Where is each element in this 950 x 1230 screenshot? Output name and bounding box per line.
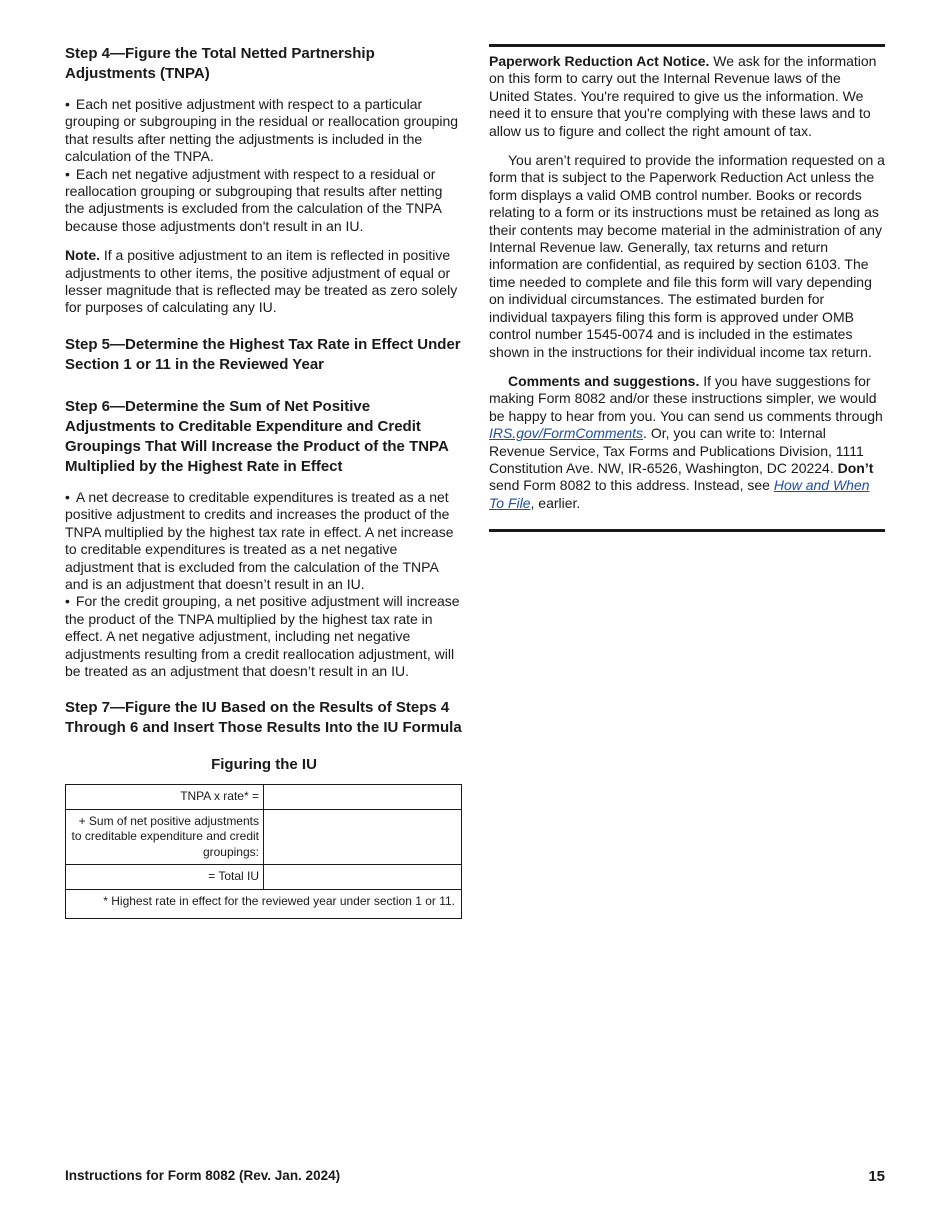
section-divider [489,529,885,532]
table-row [66,809,462,865]
tnpa-rate-label: TNPA x rate* = [66,785,264,810]
comments-text-d: , earlier. [530,494,581,511]
paperwork-notice-label: Paperwork Reduction Act Notice. [489,53,710,69]
step4-heading: Step 4—Figure the Total Netted Partnership Adjustments (TNPA) [65,45,375,82]
step4-bullet-2: • Each net negative adjustment with respect to a residual or reallocation grouping or subgrouping that results after netting the adjustments is excluded from the calculation of the TNPA because those adjustments don't result in an IU. [65,166,463,236]
left-column [65,44,463,919]
total-iu-label: = Total IU [66,865,264,890]
table-row [66,785,462,810]
step7-heading: Step 7—Figure the IU Based on the Results of Steps 4 Through 6 and Insert Those Results Into the IU Formula [65,699,462,737]
sum-adjustments-label: + Sum of net positive adjustments to creditable expenditure and credit groupings: [66,809,264,865]
paperwork-notice-text: We ask for the information on this form to carry out the Internal Revenue laws of the United States. You're required to give us the information. We need it to ensure that you're complying with these laws and to allow us to figure and collect the right amount of tax. [489,53,877,139]
page-number: 15 [868,1168,885,1185]
note-label: Note. [65,247,100,264]
figure-title: Figuring the IU [211,756,317,774]
right-column [489,44,885,532]
step5-heading: Step 5—Determine the Highest Tax Rate in Effect Under Section 1 or 11 in the Reviewed Year [65,335,461,373]
comments-text-c: send Form 8082 to this address. Instead, see [489,477,774,494]
dont-label: Don’t [837,459,874,476]
comments-label: Comments and suggestions. [508,372,700,389]
comments-text-b: . Or, you can write to: Internal Revenue Service, Tax Forms and Publications Division, 1111 Constitution Ave. NW, IR-6526, Washington, DC 20224. [489,425,864,476]
table-row [66,889,462,919]
tnpa-rate-value [264,785,462,810]
step6-bullet-1: • A net decrease to creditable expenditures is treated as a net positive adjustment to credits and increases the product of the TNPA multiplied by the highest tax rate in effect. A net increase to creditable expenditures is treated as a net negative adjustment that is excluded from the calculation of the TNPA and is an adjustment that doesn’t result in an IU. [65,489,463,593]
page-footer [65,1168,885,1183]
step4-bullet-1: • Each net positive adjustment with respect to a particular grouping or subgrouping in the residual or reallocation grouping that results after netting the adjustments is included in the calculation of the TNPA. [65,96,463,166]
total-iu-value [264,865,462,890]
sum-adjustments-value [264,809,462,865]
form-comments-link[interactable]: IRS.gov/FormComments [489,425,644,442]
footer-title: Instructions for Form 8082 (Rev. Jan. 2024) [65,1168,341,1183]
step6-heading: Step 6—Determine the Sum of Net Positive Adjustments to Creditable Expenditure and Credit Groupings That Will Increase the Product of the TNPA Multiplied by the Highest Rate in Effect [65,397,449,475]
step6-bullet-2: • For the credit grouping, a net positive adjustment will increase the product of the TNPA multiplied by the highest tax rate in effect. A net negative adjustment, including net negative adjustments resulting from a credit reallocation adjustment, will be treated as an adjustment that doesn’t result in an IU. [65,593,463,680]
note-paragraph [65,247,463,317]
paperwork-notice [489,53,885,140]
how-when-to-file-link[interactable]: How and When To File [489,477,870,511]
comments-text-a: If you have suggestions for making Form 8082 and/or these instructions simpler, we would be happy to hear from you. You can send us comments through [489,372,883,424]
note-text: If a positive adjustment to an item is reflected in positive adjustments to other items, the positive adjustment of equal or lesser magnitude that is reflected may be treated as zero solely for purposes of calculating any IU. [65,247,458,316]
omb-paragraph: You aren’t required to provide the information requested on a form that is subject to the Paperwork Reduction Act unless the form displays a valid OMB control number. Books or records relating to a form or its instructions must be retained as long as their contents may become material in the administration of any Internal Revenue law. Generally, tax returns and return information are confidential, as required by section 6103. The time needed to complete and file this form will vary depending on individual circumstances. The estimated burden for individual taxpayers filing this form is approved under OMB control number 1545-0074 and is included in the estimates shown in the instructions for their individual income tax return. [489,152,885,360]
iu-table [65,784,462,919]
table-row [66,865,462,890]
table-footnote: * Highest rate in effect for the reviewed year under section 1 or 11. [66,889,462,919]
comments-paragraph [489,373,885,512]
